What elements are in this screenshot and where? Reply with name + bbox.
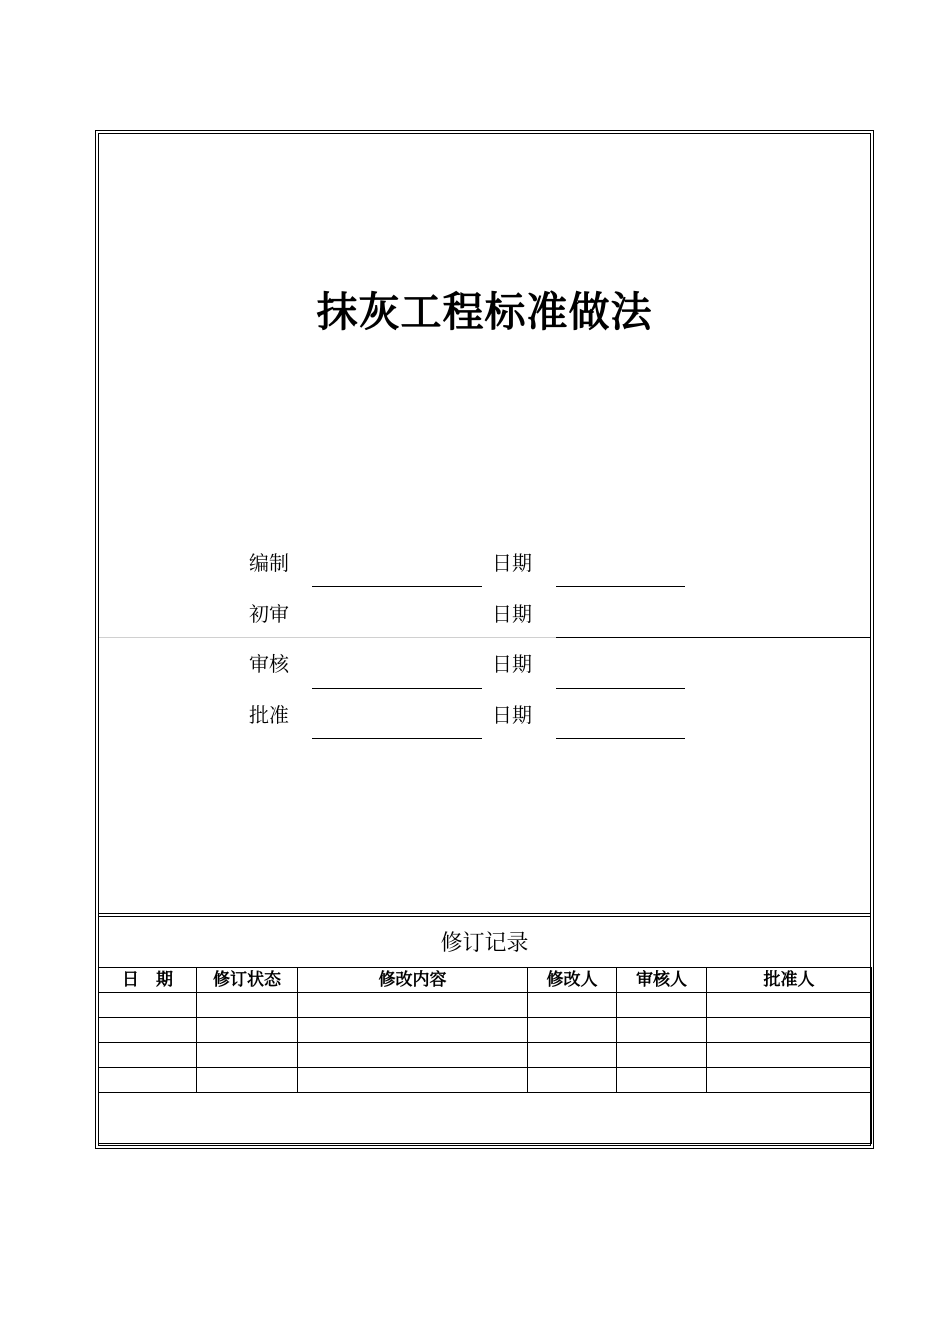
table-cell[interactable] bbox=[298, 993, 528, 1018]
signoff-label-first-review: 初审 bbox=[249, 602, 289, 626]
col-header-reviewer: 审核人 bbox=[617, 968, 707, 993]
date-line-approve[interactable] bbox=[556, 738, 685, 739]
table-cell[interactable] bbox=[298, 1043, 528, 1068]
table-cell[interactable] bbox=[707, 1043, 872, 1068]
signoff-label-compile: 编制 bbox=[249, 551, 289, 575]
table-row bbox=[99, 1068, 872, 1093]
col-header-approver: 批准人 bbox=[707, 968, 872, 993]
table-cell[interactable] bbox=[99, 1043, 197, 1068]
table-row bbox=[99, 1018, 872, 1043]
table-cell[interactable] bbox=[197, 1068, 298, 1093]
table-cell[interactable] bbox=[617, 993, 707, 1018]
table-cell[interactable] bbox=[707, 993, 872, 1018]
signoff-line-approve[interactable] bbox=[312, 738, 482, 739]
table-cell[interactable] bbox=[99, 1068, 197, 1093]
revision-header-row bbox=[99, 968, 872, 993]
table-cell[interactable] bbox=[197, 1018, 298, 1043]
section-divider-top bbox=[99, 913, 870, 914]
table-cell[interactable] bbox=[528, 993, 617, 1018]
date-label-approve: 日期 bbox=[492, 703, 532, 727]
signoff-line-compile[interactable] bbox=[312, 586, 482, 587]
table-footer-cell bbox=[99, 1093, 872, 1144]
table-cell[interactable] bbox=[528, 1043, 617, 1068]
table-cell[interactable] bbox=[298, 1068, 528, 1093]
col-header-status: 修订状态 bbox=[197, 968, 298, 993]
section-divider-bottom bbox=[99, 916, 870, 917]
table-footer-row bbox=[99, 1093, 872, 1144]
col-header-modifier: 修改人 bbox=[528, 968, 617, 993]
table-row bbox=[99, 993, 872, 1018]
col-header-date: 日 期 bbox=[99, 968, 197, 993]
table-cell[interactable] bbox=[528, 1068, 617, 1093]
date-line-review[interactable] bbox=[556, 688, 685, 689]
table-cell[interactable] bbox=[298, 1018, 528, 1043]
table-cell[interactable] bbox=[99, 993, 197, 1018]
signoff-line-review[interactable] bbox=[312, 688, 482, 689]
document-title: 抹灰工程标准做法 bbox=[316, 288, 653, 336]
table-cell[interactable] bbox=[707, 1068, 872, 1093]
table-cell[interactable] bbox=[617, 1068, 707, 1093]
revision-table bbox=[98, 967, 872, 1144]
revision-record-title: 修订记录 bbox=[440, 931, 529, 956]
signoff-label-approve: 批准 bbox=[249, 703, 289, 727]
signoff-label-review: 审核 bbox=[249, 652, 289, 676]
date-label-compile: 日期 bbox=[492, 551, 532, 575]
date-line-first-review[interactable] bbox=[556, 637, 870, 638]
table-cell[interactable] bbox=[617, 1043, 707, 1068]
table-cell[interactable] bbox=[99, 1018, 197, 1043]
table-cell[interactable] bbox=[197, 1043, 298, 1068]
table-cell[interactable] bbox=[528, 1018, 617, 1043]
table-cell[interactable] bbox=[707, 1018, 872, 1043]
table-cell[interactable] bbox=[197, 993, 298, 1018]
date-line-compile[interactable] bbox=[556, 586, 685, 587]
date-label-first-review: 日期 bbox=[492, 602, 532, 626]
col-header-content: 修改内容 bbox=[298, 968, 528, 993]
table-row bbox=[99, 1043, 872, 1068]
date-label-review: 日期 bbox=[492, 652, 532, 676]
table-cell[interactable] bbox=[617, 1018, 707, 1043]
